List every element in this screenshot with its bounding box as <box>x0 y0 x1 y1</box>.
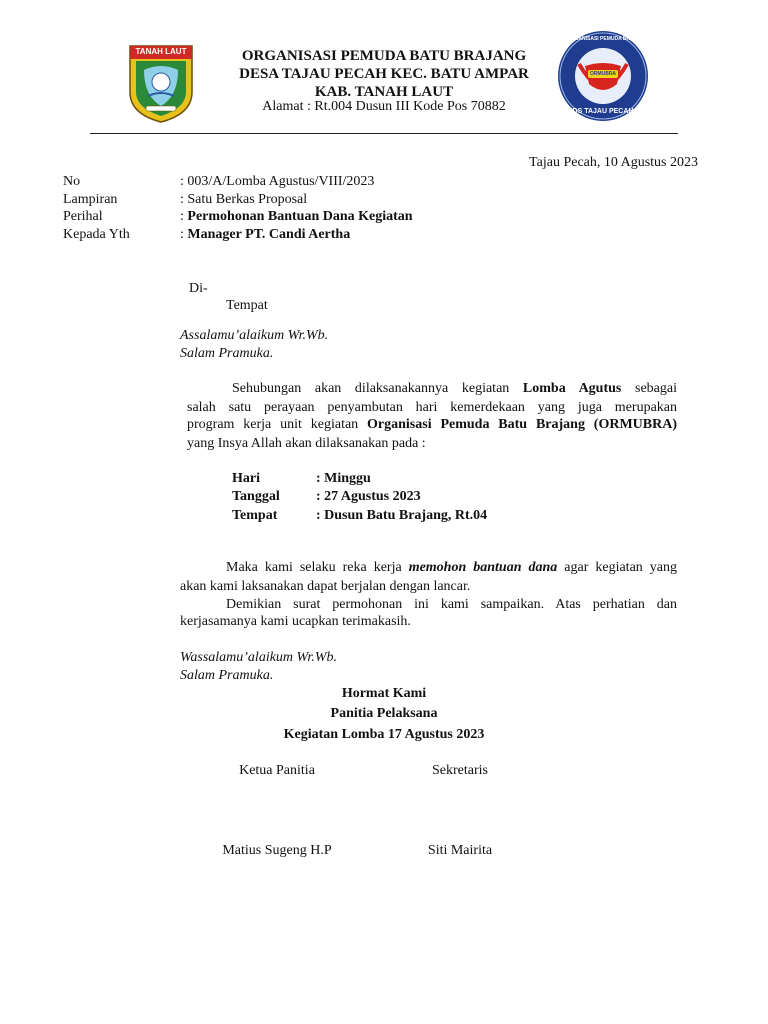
body-p1-text-3a: program kerja unit kegiatan <box>187 417 368 432</box>
body-p2-text-c: agar kegiatan yang <box>557 560 677 575</box>
meta-colon-perihal: : <box>180 209 188 224</box>
meta-subject: Permohonan Bantuan Dana Kegiatan <box>187 209 413 224</box>
event-label-hari: Hari <box>232 471 260 486</box>
meta-label-perihal: Perihal <box>63 209 103 224</box>
body-p1-line-3 <box>187 416 677 434</box>
sign-line-1: Hormat Kami <box>341 686 427 701</box>
meta-label-lampiran: Lampiran <box>63 192 118 207</box>
body-p2-line-2: akan kami laksanakan dapat berjalan dengan lancar. <box>180 579 471 594</box>
event-label-tempat: Tempat <box>232 508 278 523</box>
place-date: Tajau Pecah, 10 Agustus 2023 <box>529 155 698 170</box>
right-logo-text-bottom: DS TAJAU PECAH <box>572 108 634 115</box>
org-village: DESA TAJAU PECAH KEC. BATU AMPAR <box>239 66 529 82</box>
event-name: Lomba Agutus <box>522 381 622 396</box>
org-address: Alamat : Rt.004 Dusun III Kode Pos 70882 <box>262 99 506 114</box>
meta-value-no: : 003/A/Lomba Agustus/VIII/2023 <box>180 174 375 189</box>
event-value-tempat: : Dusun Batu Brajang, Rt.04 <box>316 508 488 523</box>
body-p3-line-2: kerjasamanya kami ucapkan terimakasih. <box>180 614 411 629</box>
sign-left-name: Matius Sugeng H.P <box>222 843 332 858</box>
header-divider <box>90 133 678 134</box>
sign-line-2: Panitia Pelaksana <box>330 706 438 721</box>
event-value-hari: : Minggu <box>316 471 371 486</box>
recipient-tempat: Tempat <box>226 298 268 313</box>
meta-label-kepada: Kepada Yth <box>63 227 130 242</box>
sign-left-role: Ketua Panitia <box>239 763 315 778</box>
tanah-laut-logo <box>128 44 194 124</box>
meta-recipient: Manager PT. Candi Aertha <box>187 227 351 242</box>
org-name: ORGANISASI PEMUDA BATU BRAJANG <box>241 48 527 64</box>
recipient-di: Di- <box>189 281 208 296</box>
right-logo-badge: ORMUBRA <box>589 71 617 77</box>
greeting-line-2: Salam Pramuka. <box>180 346 274 361</box>
greeting-line-1: Assalamu’alaikum Wr.Wb. <box>180 328 329 343</box>
sign-right-name: Siti Mairita <box>427 843 493 858</box>
body-p2-line-1 <box>226 559 677 577</box>
request-phrase: memohon bantuan dana <box>408 560 558 575</box>
event-value-tanggal: : 27 Agustus 2023 <box>316 489 421 504</box>
right-logo-text-top: ORGANISASI PEMUDA BRAJANG <box>567 36 648 42</box>
org-full-name: Organisasi Pemuda Batu Brajang (ORMUBRA) <box>367 417 678 432</box>
ormubra-logo <box>557 30 649 122</box>
left-logo-text: TANAH LAUT <box>135 47 187 56</box>
body-p1-line-2: salah satu perayaan penyambutan hari kemerdekaan yang juga merupakan <box>187 400 677 415</box>
sign-line-3: Kegiatan Lomba 17 Agustus 2023 <box>283 727 485 742</box>
org-regency: KAB. TANAH LAUT <box>314 84 454 100</box>
meta-colon-kepada: : <box>180 227 188 242</box>
sign-right-role: Sekretaris <box>432 763 488 778</box>
body-p1-text-a: Sehubungan akan dilaksanakannya kegiatan <box>232 381 523 396</box>
body-p1-line-4: yang Insya Allah akan dilaksanakan pada : <box>187 436 426 451</box>
closing-line-1: Wassalamu’alaikum Wr.Wb. <box>180 650 337 665</box>
body-p1-text-c: sebagai <box>621 381 677 396</box>
event-label-tanggal: Tanggal <box>232 489 280 504</box>
body-p1-line-1 <box>232 380 677 398</box>
meta-value-lampiran: : Satu Berkas Proposal <box>180 192 308 207</box>
meta-value-perihal <box>180 208 413 226</box>
closing-line-2: Salam Pramuka. <box>180 668 274 683</box>
meta-value-kepada <box>180 226 350 244</box>
body-p3-line-1: Demikian surat permohonan ini kami sampaikan. Atas perhatian dan <box>226 597 677 612</box>
meta-label-no: No <box>63 174 81 189</box>
body-p2-text-a: Maka kami selaku reka kerja <box>226 560 409 575</box>
